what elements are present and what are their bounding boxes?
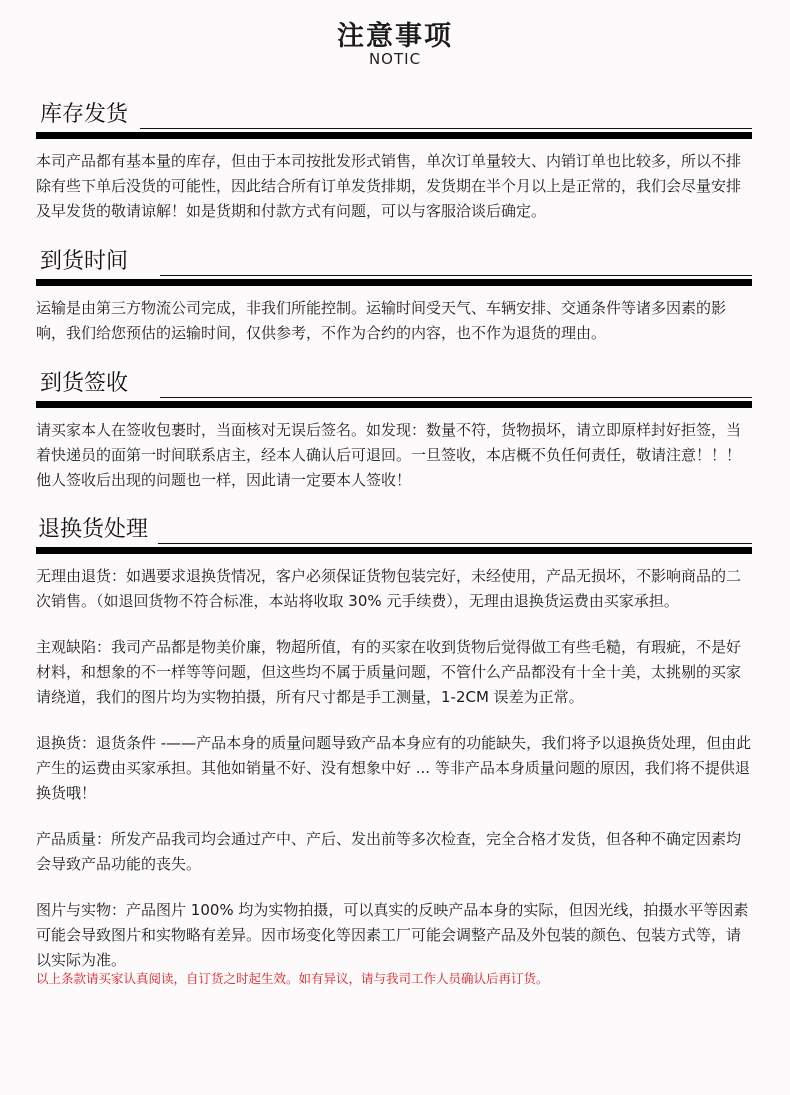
footer-notice: 以上条款请买家认真阅读，自订货之时起生效。如有异议，请与我司工作人员确认后再订货。 xyxy=(36,971,549,986)
page-title: 注意事项 xyxy=(337,21,453,52)
section-heading: 到货签收 xyxy=(40,371,129,396)
section-heading: 退换货处理 xyxy=(38,517,149,542)
section-heading: 库存发货 xyxy=(40,102,129,127)
section-returns xyxy=(0,511,790,973)
section-body xyxy=(36,296,752,346)
section-divider xyxy=(36,279,752,286)
section-delivery-time xyxy=(0,243,790,346)
section-divider xyxy=(36,401,752,408)
section-body xyxy=(36,564,752,973)
heading-rule xyxy=(160,397,752,398)
heading-rule xyxy=(160,275,752,276)
section-divider xyxy=(36,547,752,554)
section-paragraph-photos: 图片与实物：产品图片 100% 均为实物拍摄，可以真实的反映产品本身的实际，但因光线，拍摄水平等因素可能会导致图片和实物略有差异。因市场变化等因素工厂可能会调整产品及外包装的颜色、包装方式等，请以实际为准。 xyxy=(36,901,749,969)
section-paragraph: 本司产品都有基本量的库存，但由于本司按批发形式销售，单次订单量较大、内销订单也比较多，所以不排除有些下单后没货的可能性，因此结合所有订单发货排期，发货期在半个月以上是正常的，我们会尽量安排及早发货的敬请谅解！如是货期和付款方式有问题，可以与客服洽谈后确定。 xyxy=(36,152,742,220)
section-paragraph: 请买家本人在签收包裹时，当面核对无误后签名。如发现：数量不符，货物损坏，请立即原样封好拒签，当着快递员的面第一时间联系店主，经本人确认后可退回。一旦签收，本店概不负任何责任，敬请注意！！！他人签收后出现的问题也一样，因此请一定要本人签收！ xyxy=(36,421,742,489)
heading-rule xyxy=(158,543,752,544)
section-paragraph-exchange: 退换货：退货条件 -——产品本身的质量问题导致产品本身应有的功能缺失，我们将予以退换货处理，但由此产生的运费由买家承担。其他如销量不好、没有想象中好 ... 等非产品本身质量问题的原因，我们将不提供退换货哦！ xyxy=(36,734,752,802)
section-paragraph: 运输是由第三方物流公司完成，非我们所能控制。运输时间受天气、车辆安排、交通条件等诸多因素的影响，我们给您预估的运输时间，仅供参考，不作为合约的内容，也不作为退货的理由。 xyxy=(36,299,727,342)
section-body xyxy=(36,418,752,493)
section-paragraph-no-reason: 无理由退货：如遇要求退换货情况，客户必须保证货物包装完好，未经使用，产品无损坏，不影响商品的二次销售。（如退回货物不符合标准，本站将收取 30% 元手续费），无理由退换货运费由买家承担。 xyxy=(36,567,742,610)
section-divider xyxy=(36,132,752,139)
page-subtitle: NOTIC xyxy=(368,50,422,68)
section-body xyxy=(36,149,752,224)
section-inventory-shipping xyxy=(0,96,790,224)
heading-rule xyxy=(140,128,752,129)
section-heading: 到货时间 xyxy=(40,249,129,274)
section-paragraph-quality: 产品质量：所发产品我司均会通过产中、产后、发出前等多次检查，完全合格才发货，但各种不确定因素均会导致产品功能的丧失。 xyxy=(36,830,742,873)
section-paragraph-subjective-defects: 主观缺陷：我司产品都是物美价廉，物超所值，有的买家在收到货物后觉得做工有些毛糙，有瑕疵，不是好材料，和想象的不一样等等问题，但这些均不属于质量问题，不管什么产品都没有十全十美，太挑剔的买家请绕道，我们的图片均为实物拍摄，所有尺寸都是手工测量，1-2CM 误差为正常。 xyxy=(36,638,742,706)
section-delivery-signoff xyxy=(0,365,790,493)
